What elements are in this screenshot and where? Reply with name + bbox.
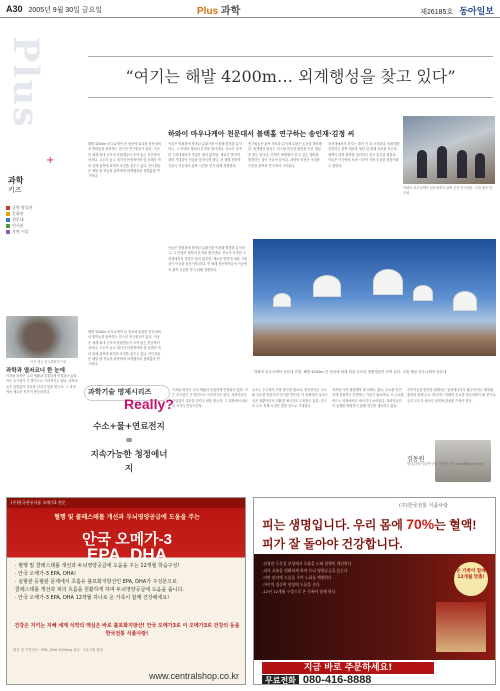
article-column: 이들은 망원경에 장착된 분광기를 이용해 별빛을 분석하고, 그 안에서 행성의 흔적을 찾아낸다. 산소가 부족한 고지대에서의 작업은 쉽지 않지만, 새로운 발견에 대한 기대감이 이들을 움직이게 한다. 전 세계 천문학자들이 이곳에서 관측 시간을 얻기 위해 경쟁한다.	[168, 246, 247, 272]
page-number: A30	[6, 4, 23, 14]
mouse-photo	[6, 316, 78, 358]
ad-points	[15, 562, 184, 602]
ad-point: -12년 12개월 구성으로 온 가족이 함께 한다	[262, 589, 336, 594]
article-column: 해발 4200m 마우나케아 산 정상에 위치한 천문대에서 밤하늘을 관측하는 한국인 연구원들이 있다. 이곳은 세계 최대 규모의 망원경들이 모여 있는 천문학의 성지다. 고도가 높고 대기가 안정적이며 빛 공해가 적어 천체 관측에 최적의 조건을 갖추고 있다. 연구원들은 매일 밤 하늘을 관측하며 외계행성과 블랙홀을 연구한다.	[88, 142, 161, 179]
writer-name: 김동원	[407, 456, 425, 463]
article-column: 연구원들은 관측 자료를 분석해 수많은 논문을 발표했다. 외계행성 탐사는 지구와 비슷한 환경을 가진 행성을 찾는 일이다. 언젠가 생명체가 살 수 있는 행성을 발견하는 것이 이들의 꿈이다. 과학의 발전은 이러한 꾸준한 관측과 연구에서 시작된다.	[248, 142, 322, 168]
legend	[6, 205, 56, 235]
ad-point: -아이의 집중력 향상에 도움을 준다	[262, 582, 320, 587]
ad-point: -피의 흐름을 원활하게 하여 두뇌 영양공급을 돕는다	[262, 568, 348, 573]
plus-icon: +	[46, 155, 55, 166]
legend-item: 공원 박물관	[6, 205, 56, 211]
observatory-photo	[253, 239, 496, 356]
article-column: 하지만 아직 해결해야 할 과제도 많다. 수소를 안전하게 저장하고 운반하는 기술이 필요하다. 또 수소를 만드는 과정에서도 에너지가 소비된다. 과학자들은 이 문제를 해결하기 위해 연구를 계속하고 있다.	[332, 388, 404, 409]
headline: “여기는 해발 4200m… 외계행성을 찾고 있다”	[88, 56, 493, 98]
article-column: 지속가능한 발전을 위해서는 청정에너지가 필수적이다. 태양광, 풍력과 함께 수소 에너지는 미래의 중요한 에너지원이 될 것이다. 우리 모두가 에너지 절약에 관심을 가져야 한다.	[407, 388, 497, 403]
article-column: 이처럼 과학은 우리 생활과 밀접하게 연결되어 있다. 작은 호기심이 큰 발견으로 이어지기도 한다. 과학자들은 끊임없이 질문을 던지고 답을 찾는다. 그 과정에서 새로운 지식이 만들어진다.	[172, 388, 248, 409]
legend-item: 전시관	[6, 223, 56, 229]
researchers-photo	[403, 116, 495, 184]
section-subtitle: 키즈	[8, 187, 22, 194]
ad-point: -심혈관 등문질 산성에서 호흡을 도와 혈행의 개선한다	[262, 561, 352, 566]
article-column: 해발 4200m 마우나케아 산 정상에 위치한 천문대에서 밤하늘을 관측하는 한국인 연구원들이 있다. 이곳은 세계 최대 규모의 망원경들이 모여 있는 천문학의 성지다. 고도가 높고 대기가 안정적이며 빛 공해가 적어 천체 관측에 최적의 조건을 갖추고 있다. 연구원들은 매일 밤 하늘을 관측하며 외계행성과 블랙홀을 연구한다.	[88, 330, 161, 367]
column-title: 과학과 열쇠코너 한 눈에	[6, 368, 65, 374]
subheadline: 하와이 마우나케아 천문대서 블랙홀 연구하는 송인재·김정 씨	[168, 130, 355, 138]
photo-caption: 하와이 마우나케아 천문대에서 관측 중인 연구원들. 사진 제공 연구원	[403, 186, 493, 195]
ad-point: 콜레스테롤 개선과 피의 흐름을 원활하게 하며 두뇌영양공급에 도움을 줍니다.	[15, 587, 184, 593]
writer-portrait	[435, 440, 491, 482]
page-header	[0, 0, 500, 18]
ad-tagline: 혈행 및 콜레스테롤 개선과 두뇌영양공급에 도움을 주는	[54, 514, 200, 521]
ad-point: · 안국 오메가-3 EPA, DHA 12개월 하나로 온 가족이 함께 건강해세요!	[15, 595, 170, 601]
ad-note: 건강은 지키는 지혜 세계 식약의 엑심은 바로 불포화지방산! 안국 오메가3로 이 오메가3로 건강의 등을 한국전통 식품사랑!	[14, 623, 240, 637]
really-question: 과학기술 명제시리즈	[88, 388, 152, 396]
issue-number: 제26185호	[420, 9, 454, 16]
section-title: 과학 키즈	[8, 176, 24, 194]
legend-item: 천문대	[6, 217, 56, 223]
ad-point: -비만 관리에 도움을 주며 노화를 예방한다	[262, 575, 332, 580]
article-column: 천문대에서의 하루는 해가 진 뒤 시작된다. 망원경을 점검하고 관측 대상을 정한 뒤 밤새 자료를 모은다. 새벽이 되면 장비를 정리하고 잠시 휴식을 취한다. 이들은 이곳에서 보낸 시간이 가장 소중한 경험이라고 말한다.	[328, 142, 400, 168]
phone-number[interactable]: 무료전화 080-416-8888	[262, 674, 375, 685]
plus-watermark: Plus	[5, 36, 46, 129]
section-label: Plus 과학	[197, 6, 241, 17]
mouse-caption: 사진 제공 한국해양연구원	[30, 360, 66, 364]
product-boxes-image	[436, 602, 486, 652]
ad-url-link[interactable]: www.centralshop.co.kr	[148, 671, 239, 681]
ad-footnote: 원산 및 가격정보 · EPA, DHA 1000mg 함유 · 1일 2회 섭취	[13, 648, 103, 652]
article-column: 이들은 망원경에 장착된 분광기를 이용해 별빛을 분석하고, 그 안에서 행성의 흔적을 찾아낸다. 산소가 부족한 고지대에서의 작업은 쉽지 않지만, 새로운 발견에 대한 기대감이 이들을 움직이게 한다. 전 세계 천문학자들이 이곳에서 관측 시간을 얻기 위해 경쟁한다.	[168, 142, 242, 168]
left-column-text: 이처럼 과학은 우리 생활과 밀접하게 연결되어 있다. 작은 호기심이 큰 발견으로 이어지기도 한다. 과학자들은 끊임없이 질문을 던지고 답을 찾는다. 그 과정에서 새로운 지식이 만들어진다.	[6, 374, 78, 395]
ad-points	[262, 560, 351, 595]
ad-product-panel	[254, 554, 496, 660]
ad-title-2: EPA, DHA	[87, 545, 167, 564]
section-sub: 과학	[220, 6, 241, 17]
page-date: 2005년 9월 30일 금요일	[28, 7, 103, 14]
ad-point: · 혈행 및 콜레스테롤 개선과 두뇌영양공급에 도움을 주는 12개월 학습구성!	[15, 563, 180, 569]
ad-point: · 심혈관 등혈관 문제에서 초흡유 불포화지방산인 EPA, DHA가 주성분으로	[15, 579, 177, 585]
ad-badge: 온 가족이 함께 12개월 맞춤!	[454, 562, 488, 596]
main-caption: 하와이 마우나케아 천문대 전경. 해발 4200m 산 정상에 세계 최대 규모의 망원경들이 모여 있다. 사진 제공 마우나케아 천문대	[254, 370, 447, 374]
order-now-button[interactable]: 지금 바로 주문하세요!	[262, 662, 434, 674]
article-column: 수소는 우주에서 가장 풍부한 원소다. 연료전지는 수소와 산소를 반응시켜 전기를 만든다. 이 과정에서 나오는 것은 물뿐이어서 친환경 에너지로 주목받고 있다. 앞으로 수소 경제 시대가 열릴 것으로 기대된다.	[252, 388, 328, 409]
ad-brand: (주)한국전통 식품사랑	[399, 503, 448, 509]
ad-headline: 피는 생명입니다. 우리 몸에 70%는 혈액!	[262, 516, 477, 532]
ad-title: 안국 오메가-3	[82, 531, 172, 548]
omega3-ad[interactable]	[6, 497, 246, 685]
blood-health-ad[interactable]	[253, 497, 496, 685]
ad-top-bar: (주)한국전통식품 오메가3 전문	[7, 498, 246, 508]
legend-item: 자연 시설	[6, 229, 56, 235]
formula: 수소+물+연료전지 = 지속가능한 청정에너지	[90, 422, 168, 474]
legend-item: 문화관	[6, 211, 56, 217]
ad-point: · 안국 오메가-3 EPA, DHA!	[15, 571, 76, 577]
writer-credit: 한국과학기술연구원 선임연구원 kdw@kist.re.kr	[407, 462, 483, 466]
newspaper-name: 동아일보	[459, 6, 494, 16]
ad-headline-2: 피가 잘 돌아야 건강합니다.	[262, 537, 403, 551]
really-word: Really?	[124, 396, 174, 412]
